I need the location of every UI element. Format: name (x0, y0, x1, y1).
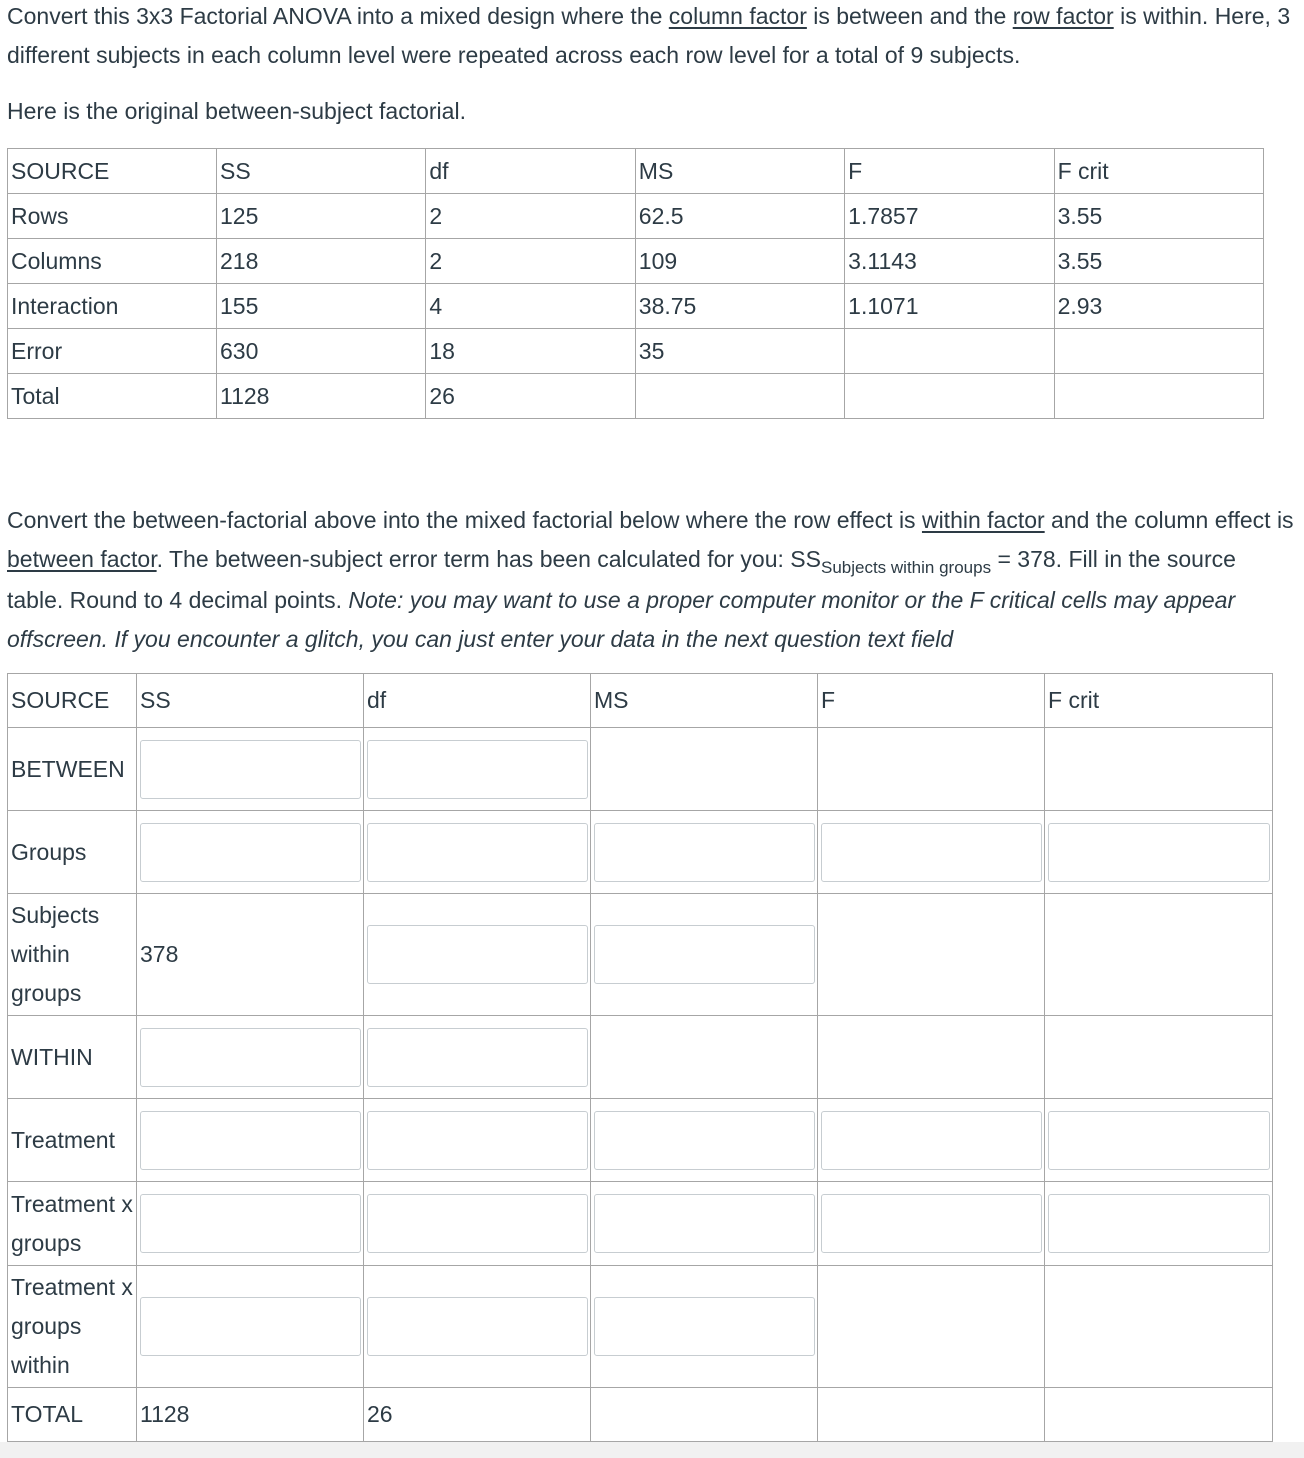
table-cell: 109 (635, 239, 844, 284)
table-row (8, 284, 1264, 329)
table-cell: Rows (8, 194, 217, 239)
treatment-x-groups-within-ss-input[interactable] (140, 1297, 361, 1356)
treatment-x-groups-df-input[interactable] (367, 1194, 588, 1253)
treatment-ms-input[interactable] (594, 1111, 815, 1170)
table-cell (1054, 329, 1263, 374)
table-row (8, 811, 1273, 894)
original-label: Here is the original between-subject factorial. (7, 98, 466, 124)
bottom-scroll-area (0, 1442, 1304, 1458)
subscript-text: Subjects within groups (820, 557, 992, 577)
between-ss-input[interactable] (140, 740, 361, 799)
empty-cell (591, 728, 818, 811)
row-factor-link[interactable]: row factor (1012, 3, 1114, 29)
header-cell: SOURCE (8, 674, 137, 728)
mixed-anova-table (7, 673, 1273, 1442)
empty-cell (818, 1388, 1045, 1442)
table-cell (845, 329, 1054, 374)
header-cell: F (845, 149, 1054, 194)
empty-cell (818, 728, 1045, 811)
between-df-input[interactable] (367, 740, 588, 799)
treatment-df-input[interactable] (367, 1111, 588, 1170)
table-cell: 3.55 (1054, 239, 1263, 284)
row-label: BETWEEN (8, 728, 137, 811)
ss-value: 378 (137, 894, 364, 1016)
row-label: Treatment x groups (8, 1182, 137, 1266)
row-label: Groups (8, 811, 137, 894)
table-cell: Error (8, 329, 217, 374)
groups-ms-input[interactable] (594, 823, 815, 882)
table-cell: 155 (217, 284, 426, 329)
empty-cell (818, 1266, 1045, 1388)
table-cell: Interaction (8, 284, 217, 329)
header-cell: SS (217, 149, 426, 194)
header-cell: F crit (1054, 149, 1263, 194)
header-cell: MS (635, 149, 844, 194)
empty-cell (1045, 728, 1273, 811)
treatment-ss-input[interactable] (140, 1111, 361, 1170)
table-cell (1054, 374, 1263, 419)
table-cell: 218 (217, 239, 426, 284)
within-df-input[interactable] (367, 1028, 588, 1087)
groups-ss-input[interactable] (140, 823, 361, 882)
table-cell: 18 (426, 329, 635, 374)
between-factor-link[interactable]: between factor (7, 545, 157, 572)
table-cell: 3.1143 (845, 239, 1054, 284)
treatment-x-groups-f-input[interactable] (821, 1194, 1042, 1253)
table-cell: 2.93 (1054, 284, 1263, 329)
empty-cell (1045, 1016, 1273, 1099)
table-cell: 26 (426, 374, 635, 419)
table-header-row (8, 674, 1273, 728)
table-cell (845, 374, 1054, 419)
total-ss-value: 1128 (137, 1388, 364, 1442)
intro-paragraph: Convert this 3x3 Factorial ANOVA into a mixed design where the column factor is between and the row factor is within. Here, 3 different subjects in each column level were repeated across each row level for a total of 9 subjects. (7, 3, 1291, 68)
subjects-within-ms-input[interactable] (594, 925, 815, 984)
table-row (8, 1099, 1273, 1182)
table-cell: 1128 (217, 374, 426, 419)
empty-cell (818, 1016, 1045, 1099)
table-row (8, 329, 1264, 374)
table-cell: 2 (426, 194, 635, 239)
treatment-x-groups-ms-input[interactable] (594, 1194, 815, 1253)
treatment-f-input[interactable] (821, 1111, 1042, 1170)
groups-df-input[interactable] (367, 823, 588, 882)
treatment-x-groups-fcrit-input[interactable] (1048, 1194, 1270, 1253)
table-row (8, 1388, 1273, 1442)
table-row (8, 1266, 1273, 1388)
table-row (8, 374, 1264, 419)
row-label: Treatment x groups within (8, 1266, 137, 1388)
table-header-row (8, 149, 1264, 194)
table-cell: 125 (217, 194, 426, 239)
empty-cell (1045, 1266, 1273, 1388)
table-row (8, 1016, 1273, 1099)
groups-f-input[interactable] (821, 823, 1042, 882)
table-cell: 4 (426, 284, 635, 329)
treatment-x-groups-within-ms-input[interactable] (594, 1297, 815, 1356)
table-cell: 1.1071 (845, 284, 1054, 329)
column-factor-link[interactable]: column factor (668, 3, 807, 29)
table-row (8, 728, 1273, 811)
row-label: TOTAL (8, 1388, 137, 1442)
table-cell: 3.55 (1054, 194, 1263, 239)
table-cell: 1.7857 (845, 194, 1054, 239)
header-cell: F (818, 674, 1045, 728)
row-label: Treatment (8, 1099, 137, 1182)
treatment-x-groups-within-df-input[interactable] (367, 1297, 588, 1356)
original-anova-table (7, 148, 1264, 419)
header-cell: df (364, 674, 591, 728)
table-cell: 62.5 (635, 194, 844, 239)
empty-cell (1045, 1388, 1273, 1442)
header-cell: SOURCE (8, 149, 217, 194)
empty-cell (591, 1388, 818, 1442)
table-cell: 35 (635, 329, 844, 374)
empty-cell (591, 1016, 818, 1099)
row-label: WITHIN (8, 1016, 137, 1099)
table-cell: 630 (217, 329, 426, 374)
table-cell: 2 (426, 239, 635, 284)
within-factor-link[interactable]: within factor (921, 507, 1045, 533)
empty-cell (1045, 894, 1273, 1016)
instructions-paragraph: Convert the between-factorial above into the mixed factorial below where the row effect is within factor and the column effect is between factor. The between-subject error term has been calculated for you: $SS_{Subjects within groups} = 378$. Fill in the source table. Round to 4 decimal points. Note: you may want to use a proper computer monitor or the F critical cells may appear offscreen. If you encounter a glitch, you can just enter your data in the next question text field (7, 507, 1294, 652)
treatment-fcrit-input[interactable] (1048, 1111, 1270, 1170)
table-row (8, 894, 1273, 1016)
empty-cell (818, 894, 1045, 1016)
table-cell: Columns (8, 239, 217, 284)
note-text: Note: you may want to use a proper computer monitor or the F critical cells may appear offscreen. If you encounter a glitch, you can just enter your data in the next question text field (7, 587, 1236, 652)
subjects-within-df-input[interactable] (367, 925, 588, 984)
header-cell: MS (591, 674, 818, 728)
within-ss-input[interactable] (140, 1028, 361, 1087)
table-cell: Total (8, 374, 217, 419)
header-cell: df (426, 149, 635, 194)
treatment-x-groups-ss-input[interactable] (140, 1194, 361, 1253)
row-label: Subjects within groups (8, 894, 137, 1016)
table-row (8, 239, 1264, 284)
table-cell (635, 374, 844, 419)
header-cell: SS (137, 674, 364, 728)
header-cell: F crit (1045, 674, 1273, 728)
total-df-value: 26 (364, 1388, 591, 1442)
groups-fcrit-input[interactable] (1048, 823, 1270, 882)
table-row (8, 194, 1264, 239)
table-row (8, 1182, 1273, 1266)
table-cell: 38.75 (635, 284, 844, 329)
